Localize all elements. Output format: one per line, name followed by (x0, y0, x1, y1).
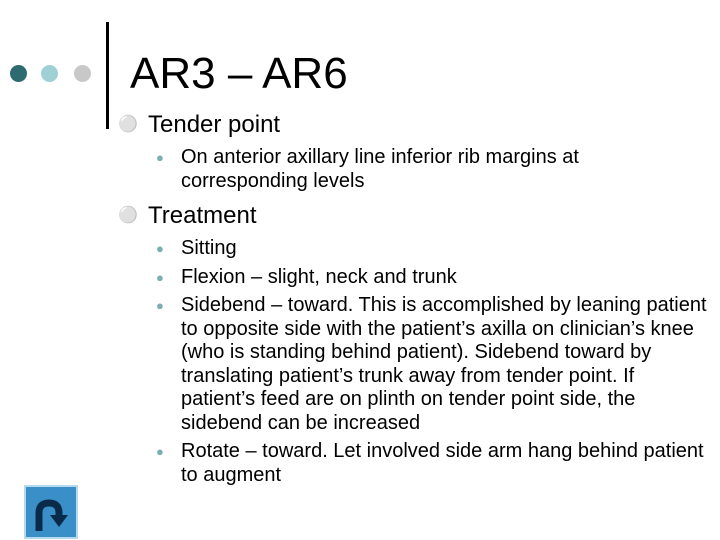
section-heading (118, 201, 708, 231)
circle-bullet-icon: ⚪ (118, 207, 138, 224)
slide-title: AR3 – AR6 (130, 49, 348, 98)
list-item (118, 146, 708, 193)
title-divider (106, 22, 109, 129)
list-item (118, 266, 708, 290)
slide-content (118, 108, 708, 495)
list-item-text: Flexion – slight, neck and trunk (181, 265, 457, 288)
dot-bullet-icon: ● (156, 444, 164, 459)
list-item (118, 237, 708, 261)
dot-bullet-icon: ● (156, 269, 164, 285)
u-turn-arrow-icon (26, 487, 76, 537)
dot-icon (10, 65, 27, 82)
dot-bullet-icon: ● (156, 150, 164, 165)
bullet-list (118, 237, 708, 487)
bullet-list (118, 146, 708, 193)
section-heading-text: Tender point (148, 111, 281, 138)
list-item-text: Rotate – toward. Let involved side arm hang behind patient to augment (181, 440, 704, 486)
dot-icon (41, 65, 58, 82)
dot-bullet-icon: ● (156, 241, 164, 256)
list-item (118, 294, 708, 435)
section-heading (118, 110, 708, 140)
section-heading-text: Treatment (148, 202, 257, 229)
list-item-text: On anterior axillary line inferior rib margins at corresponding levels (181, 146, 579, 192)
list-item-text: Sitting (181, 237, 237, 259)
dot-icon (74, 65, 91, 82)
list-item (118, 440, 708, 487)
list-item-text: Sidebend – toward. This is accomplished by leaning patient to opposite side with the patient’s axilla on clinician’s knee (who is standing behind patient). Sidebend toward by translating patient’s trunk away from tender point. If patient’s feed are on plinth on tender point side, the sidebend can be increased (181, 294, 707, 434)
back-button[interactable] (24, 485, 78, 539)
dot-bullet-icon: ● (156, 298, 164, 313)
circle-bullet-icon: ⚪ (118, 116, 138, 133)
decorative-dots (8, 65, 100, 83)
